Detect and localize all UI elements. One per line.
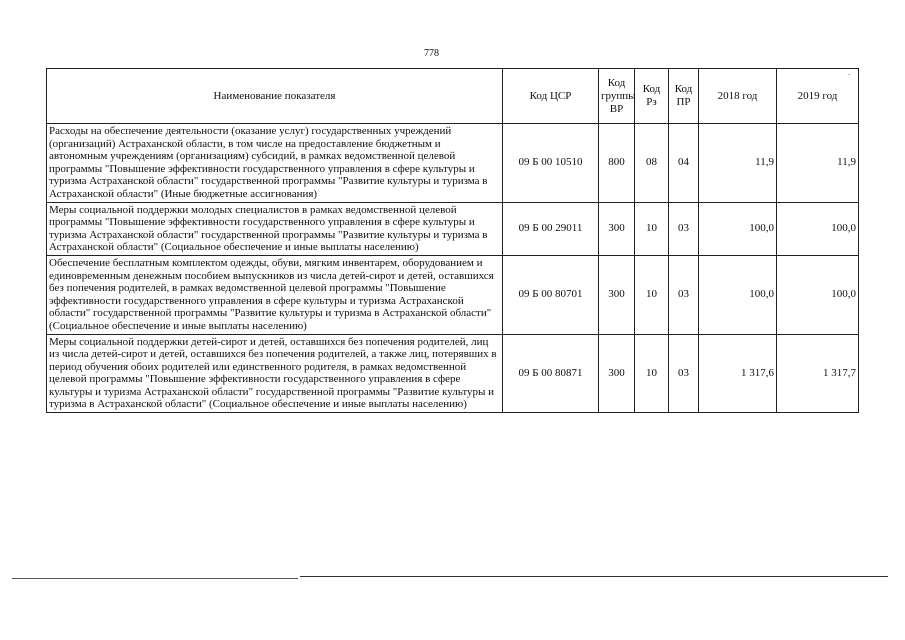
row-pr: 03 xyxy=(669,334,699,413)
row-rz: 10 xyxy=(635,255,669,334)
header-pr: Код ПР xyxy=(669,69,699,124)
row-vr: 800 xyxy=(599,124,635,203)
header-vr: Код группы ВР xyxy=(599,69,635,124)
footer-divider-right xyxy=(300,576,888,577)
row-2019: 100,0 xyxy=(777,202,859,255)
header-rz: Код Рз xyxy=(635,69,669,124)
row-csr: 09 Б 00 80701 xyxy=(503,255,599,334)
table-row xyxy=(47,334,859,413)
row-2018: 100,0 xyxy=(699,255,777,334)
row-csr: 09 Б 00 80871 xyxy=(503,334,599,413)
row-vr: 300 xyxy=(599,202,635,255)
table-header-row xyxy=(47,69,859,124)
header-2018: 2018 год xyxy=(699,69,777,124)
budget-table xyxy=(46,68,859,413)
table-row xyxy=(47,202,859,255)
row-pr: 03 xyxy=(669,255,699,334)
header-2019: 2019 год xyxy=(777,69,859,124)
row-csr: 09 Б 00 29011 xyxy=(503,202,599,255)
footer-divider-left xyxy=(12,578,298,579)
corner-mark: - xyxy=(848,70,851,78)
row-name: Обеспечение бесплатным комплектом одежды, обуви, мягким инвентарем, оборудованием и единовременным денежным пособием выпускников из числа детей-сирот и детей, оставшихся без попечения родителей, в рамках ведомственной целевой программы "Повышение эффективности государственного управления в сфере культуры и туризма Астраханской области" государственной программы "Развитие культуры и туризма в Астраханской области" (Социальное обеспечение и иные выплаты населению) xyxy=(47,255,503,334)
row-pr: 04 xyxy=(669,124,699,203)
row-name: Меры социальной поддержки молодых специалистов в рамках ведомственной целевой программы "Повышение эффективности государственного управления в сфере культуры и туризма Астраханской области" государственной программы "Развитие культуры и туризма в Астраханской области" (Социальное обеспечение и иные выплаты населению) xyxy=(47,202,503,255)
row-pr: 03 xyxy=(669,202,699,255)
table-row xyxy=(47,255,859,334)
header-csr: Код ЦСР xyxy=(503,69,599,124)
row-rz: 08 xyxy=(635,124,669,203)
row-csr: 09 Б 00 10510 xyxy=(503,124,599,203)
table-row xyxy=(47,124,859,203)
row-rz: 10 xyxy=(635,202,669,255)
row-2018: 100,0 xyxy=(699,202,777,255)
row-2019: 1 317,7 xyxy=(777,334,859,413)
row-2019: 11,9 xyxy=(777,124,859,203)
row-vr: 300 xyxy=(599,334,635,413)
row-2019: 100,0 xyxy=(777,255,859,334)
row-name: Меры социальной поддержки детей-сирот и детей, оставшихся без попечения родителей, лиц из числа детей-сирот и детей, оставшихся без попечения родителей, а также лиц, потерявших в период обучения обоих родителей или единственного родителя, в рамках ведомственной целевой программы "Повышение эффективности государственного управления в сфере культуры и туризма Астраханской области" государственной программы "Развитие культуры и туризма в Астраханской области" (Социальное обеспечение и иные выплаты населению) xyxy=(47,334,503,413)
row-rz: 10 xyxy=(635,334,669,413)
row-2018: 1 317,6 xyxy=(699,334,777,413)
page-number: 778 xyxy=(424,48,439,59)
row-vr: 300 xyxy=(599,255,635,334)
row-name: Расходы на обеспечение деятельности (оказание услуг) государственных учреждений (организаций) Астраханской области, в том числе на предоставление бюджетным и автономным учреждениям (организациям) субсидий, в рамках ведомственной целевой программы "Повышение эффективности государственного управления в сфере культуры и туризма Астраханской области" государственной программы "Развитие культуры и туризма в Астраханской области" (Иные бюджетные ассигнования) xyxy=(47,124,503,203)
row-2018: 11,9 xyxy=(699,124,777,203)
header-name: Наименование показателя xyxy=(47,69,503,124)
